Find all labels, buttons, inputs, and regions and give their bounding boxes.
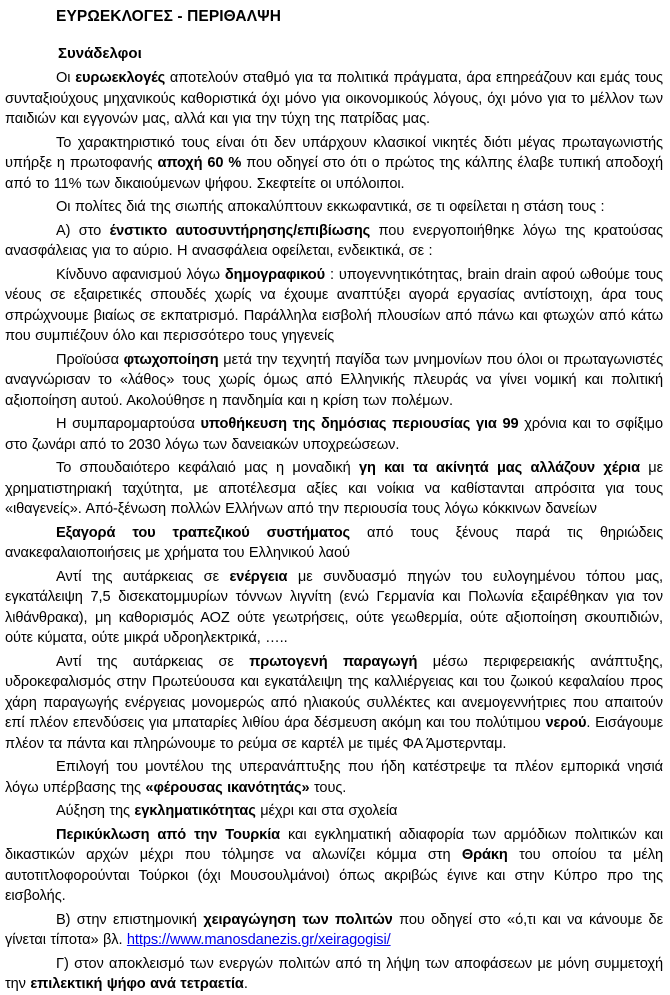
- text-run: τους.: [309, 779, 347, 796]
- bold-text-run: Θράκη: [461, 847, 508, 863]
- paragraph: [5, 68, 663, 130]
- text-run: μέχρι και στα σχολεία: [255, 803, 398, 819]
- paragraph: [5, 265, 663, 347]
- paragraph: [5, 414, 663, 455]
- bold-text-run: ένστικτο αυτοσυντήρησης/επιβίωσης: [109, 222, 371, 239]
- text-run: αποτελούν σταθμό για τα πολιτικά πράγματα, άρα επηρεάζουν και εμάς τους συνταξιούχους μηχανικούς καθοριστικά όχι μόνο για οικονομικούς λόγους, όχι μόνο για το μέλλον των παιδιών και εγγονών μας, αλλά και για την τύχη της πατρίδας μας.: [5, 70, 663, 127]
- text-run: χρόνια και το σφίξιμο στο ζωνάρι από το 2030 λόγω των δανειακών υποχρεώσεων.: [5, 416, 663, 453]
- bold-text-run: Εξαγορά του τραπεζικού συστήματος: [56, 524, 351, 541]
- text-run: Β) στην επιστημονική: [56, 911, 204, 928]
- text-run: με χρηματιστηριακή ταχύτητα, με αποτέλεσμα αξίες και νοίκια να καθίστανται απρόσιτα για τους «ιθαγενείς». Από-ξένωση πολλών Ελλήνων από την περιουσία τους λόγω κόκκινων δανείων: [5, 460, 663, 517]
- text-run: Το σπουδαιότερο κεφάλαιό μας η μοναδική: [56, 460, 359, 476]
- paragraph: [5, 954, 663, 995]
- page-title: ΕΥΡΩΕΚΛΟΓΕΣ - ΠΕΡΙΘΑΛΨΗ: [56, 8, 282, 25]
- paragraph: [5, 801, 663, 822]
- text-run: Προϊούσα: [56, 351, 124, 368]
- text-run: Κίνδυνο αφανισμού λόγω: [56, 266, 225, 283]
- text-run: του οποίου τα μέλη αυτοτιτλοφορούνται Τούρκοι (όχι Μουσουλμάνοι) όπως ακριβώς έγινε και στην Κύπρο προ της εισβολής.: [5, 847, 663, 904]
- bold-text-run: αποχή 60 %: [157, 155, 242, 171]
- paragraph: [5, 458, 663, 520]
- text-run: Το χαρακτηριστικό τους είναι ότι δεν υπάρχουν κλασικοί νικητές διότι μέγας πρωταγωνιστής υπήρξε η πρωτοφανής: [5, 134, 663, 171]
- text-run: : υπογεννητικότητας, brain drain αφού ωθούμε τους νέους σε εξαιρετικές σπουδές χωρίς να έχουμε αναπτύξει αγορά εργασίας αντίστοιχη, άρα τους σπρώχνουμε βιαίως σε εκπατρισμό. Παράλληλα εισβολή πλουσίων από πάνω και φτωχών από κάτω που συμπιέζουν όλο και περισσότερο τους γηγενείς: [5, 266, 663, 344]
- text-run: . Εισάγουμε πλέον τα πάντα και πληρώνουμε το ρεύμα σε καρτέλ με τιμές ΦΑ Άμστερνταμ.: [5, 715, 663, 752]
- bold-text-run: φτωχοποίηση: [123, 351, 219, 368]
- text-run: .: [243, 976, 248, 992]
- bold-text-run: εγκληματικότητας: [134, 803, 256, 819]
- text-run: που ενεργοποιήθηκε λόγω της κρατούσας ανασφάλειας για το αύριο. Η ανασφάλεια οφείλεται, ενδεικτικά, σε :: [5, 222, 663, 259]
- text-run: που οδηγεί στο ότι ο πρώτος της κάλπης έλαβε τυπική αποδοχή από το 11% των δικαιούμενων ψήφου. Σκεφτείτε οι υπόλοιποι.: [5, 155, 663, 192]
- text-run: με συνδυασμό πηγών του ευλογημένου τόπου μας, εγκατάλειψη 7,5 δισεκατομμυρίων τόννων λιγνίτη (ενώ Γερμανία και Πολωνία εξαιρέθηκαν για τον λιθάνθρακα), μη καθορισμός ΑΟΖ ούτε γεωτρήσεις, ούτε γεωθερμία, ούτε αξιοποίηση σκουπιδιών, ούτε κύματα, ούτε μικρά υδροηλεκτρικά, …..: [5, 568, 663, 646]
- bold-text-run: γη και τα ακίνητά μας αλλάζουν χέρια: [358, 460, 640, 476]
- paragraph: [5, 197, 663, 218]
- bold-text-run: Περικύκλωση από την Τουρκία: [56, 826, 281, 843]
- paragraph: [5, 825, 663, 907]
- bold-text-run: επιλεκτική ψήφο ανά τετραετία: [30, 976, 244, 992]
- text-run: Α) στο: [56, 222, 110, 239]
- text-run: από τους ξένους παρά τις θηριώδεις ανακεφαλαιοποιήσεις με χρήματα του Ελληνικού λαού: [5, 524, 664, 561]
- paragraph: [5, 221, 663, 262]
- paragraph: [5, 910, 663, 951]
- bold-text-run: υποθήκευση της δημόσιας περιουσίας για 99: [200, 416, 519, 432]
- text-run: Η συμπαρομαρτούσα: [56, 416, 201, 432]
- manosdanezis-link[interactable]: https://www.manosdanezis.gr/xeiragogisi/: [126, 932, 391, 948]
- paragraph: [5, 567, 663, 649]
- text-run: Επιλογή του μοντέλου της υπερανάπτυξης που ήδη κατέστρεψε τα πλέον εμπορικά νησιά λόγω υπέρβασης της: [5, 759, 663, 796]
- bold-text-run: «φέρουσας ικανότητάς»: [145, 779, 310, 796]
- text-run: μέσω περιφερειακής ανάπτυξης, υδροκεφαλισμός στην Πρωτεύουσα και εγκατάλειψη της καλλιέργειας και του ζωικού κεφαλαίου προς χάρη παραγωγής ενέργειας μονομερώς από ηλιακούς συλλέκτες και ανεμογεννήτριες που απαιτούν επί πλέον επενδύσεις για μπαταρίες λιθίου άρα δέσμευση ακόμη και του πολύτιμου: [5, 653, 663, 731]
- text-run: και εγκληματική αδιαφορία των αρμόδιων πολιτικών και δικαστικών αρχών μέχρι που τόλμησε να αλωνίζει κόμμα στη: [5, 826, 664, 863]
- text-run: Αύξηση της: [56, 803, 135, 819]
- paragraph-list: [5, 68, 663, 995]
- text-run: Οι: [56, 70, 76, 86]
- paragraph: [5, 757, 663, 798]
- bold-text-run: πρωτογενή παραγωγή: [249, 653, 418, 670]
- text-run: Αντί της αυτάρκειας σε: [56, 653, 250, 670]
- bold-text-run: ευρωεκλογές: [75, 70, 166, 86]
- bold-text-run: ενέργεια: [229, 568, 288, 585]
- paragraph: [5, 350, 663, 412]
- salutation: Συνάδελφοι: [58, 45, 142, 62]
- paragraph: [5, 652, 663, 755]
- paragraph: [5, 523, 663, 564]
- paragraph: [5, 133, 663, 195]
- text-run: που οδηγεί στο «ό,τι και να κάνουμε δε γίνεται τίποτα» βλ.: [5, 911, 663, 948]
- text-run: μετά την τεχνητή παγίδα των μνημονίων που όλοι οι πρωταγωνιστές αναγνώρισαν το «λάθος» τους χωρίς όμως από Ελληνικής πλευράς να γίνει νομική και πολιτική αξιοποίηση αυτού. Ακολούθησε η πανδημία και η κρίση των πολέμων.: [5, 351, 663, 409]
- bold-text-run: χειραγώγηση των πολιτών: [203, 911, 393, 928]
- text-run: Οι πολίτες διά της σιωπής αποκαλύπτουν εκκωφαντικά, σε τι οφείλεται η στάση τους :: [56, 199, 605, 215]
- bold-text-run: δημογραφικού: [224, 266, 326, 283]
- text-run: Γ) στον αποκλεισμό των ενεργών πολιτών από τη λήψη των αποφάσεων με μόνη συμμετοχή την: [5, 955, 663, 992]
- text-run: Αντί της αυτάρκειας σε: [56, 568, 230, 585]
- bold-text-run: νερού: [545, 715, 587, 731]
